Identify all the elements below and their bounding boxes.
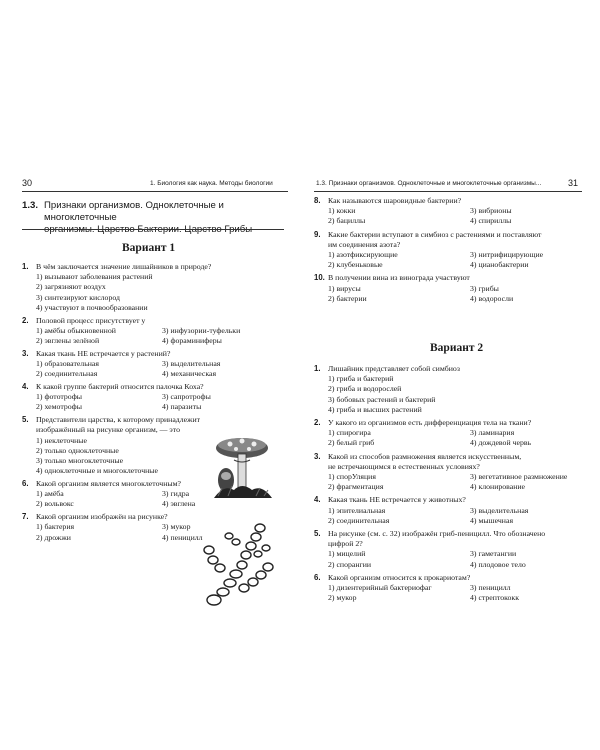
question-text: цифрой 2?	[328, 539, 363, 549]
variant-title: Вариант 2	[430, 342, 484, 354]
answer-option: 3) бобовых растений и бактерий	[328, 394, 436, 404]
answer-option: 1) бактерия	[36, 522, 75, 532]
answer-option: 2) загрязняют воздух	[36, 282, 106, 292]
answer-option: 1) неклеточные	[36, 435, 88, 445]
answer-option: 1) амёба	[36, 489, 64, 499]
running-header: 1. Биология как наука. Методы биологии	[150, 180, 273, 187]
answer-option: 3) только многоклеточные	[36, 455, 124, 465]
question-number: 10.	[314, 273, 325, 283]
answer-option: 1) дизентерийный бактериофаг	[328, 582, 432, 592]
question-number: 7.	[22, 512, 29, 522]
answer-option: 4) мышечная	[470, 515, 514, 525]
answer-option: 4) фораминиферы	[162, 335, 222, 345]
page-number: 31	[568, 178, 579, 188]
question-text: Какая ткань НЕ встречается у животных?	[328, 495, 466, 505]
question-number: 2.	[314, 418, 321, 427]
answer-option: 2) клубеньковые	[328, 260, 383, 270]
answer-option: 2) соединительная	[36, 369, 98, 379]
question-text: Какой из способов размножения является искусственным,	[328, 451, 522, 461]
question-number: 5.	[314, 529, 321, 538]
answer-option: 2) вольвокс	[36, 499, 74, 509]
answer-option: 1) амёбы обыкновенной	[36, 325, 116, 335]
section-title-line: Признаки организмов. Одноклеточные и многоклеточные	[44, 200, 224, 223]
answer-option: 4) дождевой червь	[470, 438, 532, 448]
answer-option: 1) азотфиксирующие	[328, 249, 398, 259]
question-number: 5.	[22, 415, 29, 425]
question-text: К какой группе бактерий относится палочка Коха?	[36, 382, 204, 391]
question-text: Какие бактерии вступают в симбиоз с растениями и поставляют	[328, 229, 542, 239]
answer-option: 3) выделительная	[470, 505, 529, 515]
answer-option: 3) ламинария	[470, 428, 515, 438]
answer-option: 2) бациллы	[328, 216, 366, 226]
question-number: 6.	[314, 572, 321, 582]
answer-option: 4) стрептококк	[470, 593, 520, 603]
answer-option: 1) спирогира	[328, 428, 371, 438]
question-number: 8.	[314, 196, 321, 205]
answer-option: 4) плодовое тело	[470, 559, 526, 569]
question-number: 4.	[314, 495, 321, 505]
section-number: 1.3.	[22, 200, 39, 211]
left-page	[0, 0, 298, 750]
answer-option: 1) спорУляция	[328, 471, 376, 481]
question-number: 4.	[22, 382, 29, 391]
answer-option: 4) паразиты	[162, 402, 202, 412]
answer-option: 3) вибрионы	[470, 206, 512, 216]
answer-option: 3) вегетативное размножение	[470, 471, 568, 481]
question-number: 3.	[22, 348, 29, 358]
answer-option: 1) гриба и бактерий	[328, 374, 394, 384]
answer-option: 2) дрожжи	[36, 532, 71, 542]
question-number: 2.	[22, 315, 29, 325]
running-header: 1.3. Признаки организмов. Одноклеточные и многоклеточные организмы...	[316, 180, 542, 187]
question-number: 6.	[22, 479, 29, 488]
answer-option: 3) гаметангии	[470, 549, 517, 559]
answer-option: 1) образовательная	[36, 358, 99, 368]
question-text: Половой процесс присутствует у	[36, 315, 146, 325]
header-rule	[22, 191, 288, 192]
variant-title: Вариант 1	[122, 242, 176, 254]
answer-option: 3) грибы	[470, 283, 499, 293]
answer-option: 3) мукор	[162, 522, 191, 532]
page-number: 30	[22, 178, 33, 188]
question-text: В чём заключается значение лишайников в природе?	[36, 262, 212, 271]
answer-option: 4) механическая	[162, 369, 217, 379]
answer-option: 1) вызывают заболевания растений	[36, 272, 153, 282]
answer-option: 4) водоросли	[470, 293, 514, 303]
section-rule	[22, 229, 284, 230]
question-text: изображённый на рисунке организм, — это	[36, 425, 180, 435]
answer-option: 2) эвглены зелёной	[36, 335, 100, 345]
section-title-line: организмы. Царство Бактерии. Царство Грибы	[44, 224, 253, 235]
answer-option: 4) пеницилл	[162, 532, 203, 542]
answer-option: 4) одноклеточные и многоклеточные	[36, 466, 159, 476]
question-number: 1.	[314, 364, 321, 373]
answer-option: 3) синтезируют кислород	[36, 292, 120, 302]
question-text: Какой организм изображён на рисунке?	[36, 512, 168, 522]
header-rule	[314, 191, 582, 192]
answer-option: 2) хемотрофы	[36, 402, 82, 412]
answer-option: 1) фототрофы	[36, 392, 82, 402]
answer-option: 1) вирусы	[328, 283, 361, 293]
right-page	[302, 0, 600, 750]
yeast-icon	[196, 520, 278, 612]
answer-option: 4) спириллы	[470, 216, 512, 226]
answer-option: 2) бактерии	[328, 293, 367, 303]
answer-option: 4) участвуют в почвообразовании	[36, 302, 148, 312]
question-text: Какой организм относится к прокариотам?	[328, 572, 471, 582]
answer-option: 4) гриба и высших растений	[328, 404, 422, 414]
answer-option: 4) цианобактерии	[470, 260, 529, 270]
answer-option: 4) клонирование	[470, 482, 526, 492]
answer-option: 2) только одноклеточные	[36, 445, 119, 455]
answer-option: 3) сапротрофы	[162, 392, 211, 402]
answer-option: 4) эвглена	[162, 499, 196, 509]
question-text: не встречающимся в естественных условиях?	[328, 461, 480, 471]
answer-option: 1) кокки	[328, 206, 356, 216]
answer-option: 2) белый гриб	[328, 438, 375, 448]
question-text: Как называются шаровидные бактерии?	[328, 196, 462, 205]
question-text: В получении вина из винограда участвуют	[328, 273, 470, 283]
question-text: У какого из организмов есть дифференциация тела на ткани?	[328, 418, 532, 427]
answer-option: 2) фрагментация	[328, 482, 384, 492]
answer-option: 3) нитрифицирующие	[470, 249, 544, 259]
answer-option: 2) мукор	[328, 593, 357, 603]
answer-option: 2) спорангии	[328, 559, 372, 569]
mushroom-icon	[212, 428, 278, 500]
answer-option: 2) соединительная	[328, 515, 390, 525]
answer-option: 3) гидра	[162, 489, 190, 499]
question-text: Лишайник представляет собой симбиоз	[328, 364, 460, 373]
question-number: 3.	[314, 451, 321, 461]
question-text: им соединения азота?	[328, 239, 401, 249]
question-number: 1.	[22, 262, 29, 271]
answer-option: 1) эпителиальная	[328, 505, 386, 515]
question-text: На рисунке (см. с. 32) изображён гриб-пеницилл. Что обозначено	[328, 529, 546, 538]
answer-option: 1) мицелий	[328, 549, 366, 559]
question-number: 9.	[314, 229, 321, 239]
answer-option: 3) пеницилл	[470, 582, 511, 592]
question-text: Какая ткань НЕ встречается у растений?	[36, 348, 171, 358]
question-text: Какой организм является многоклеточным?	[36, 479, 181, 488]
question-text: Представители царства, к которому принадлежит	[36, 415, 201, 425]
answer-option: 2) гриба и водорослей	[328, 384, 402, 394]
answer-option: 3) инфузории-туфельки	[162, 325, 241, 335]
answer-option: 3) выделительная	[162, 358, 221, 368]
